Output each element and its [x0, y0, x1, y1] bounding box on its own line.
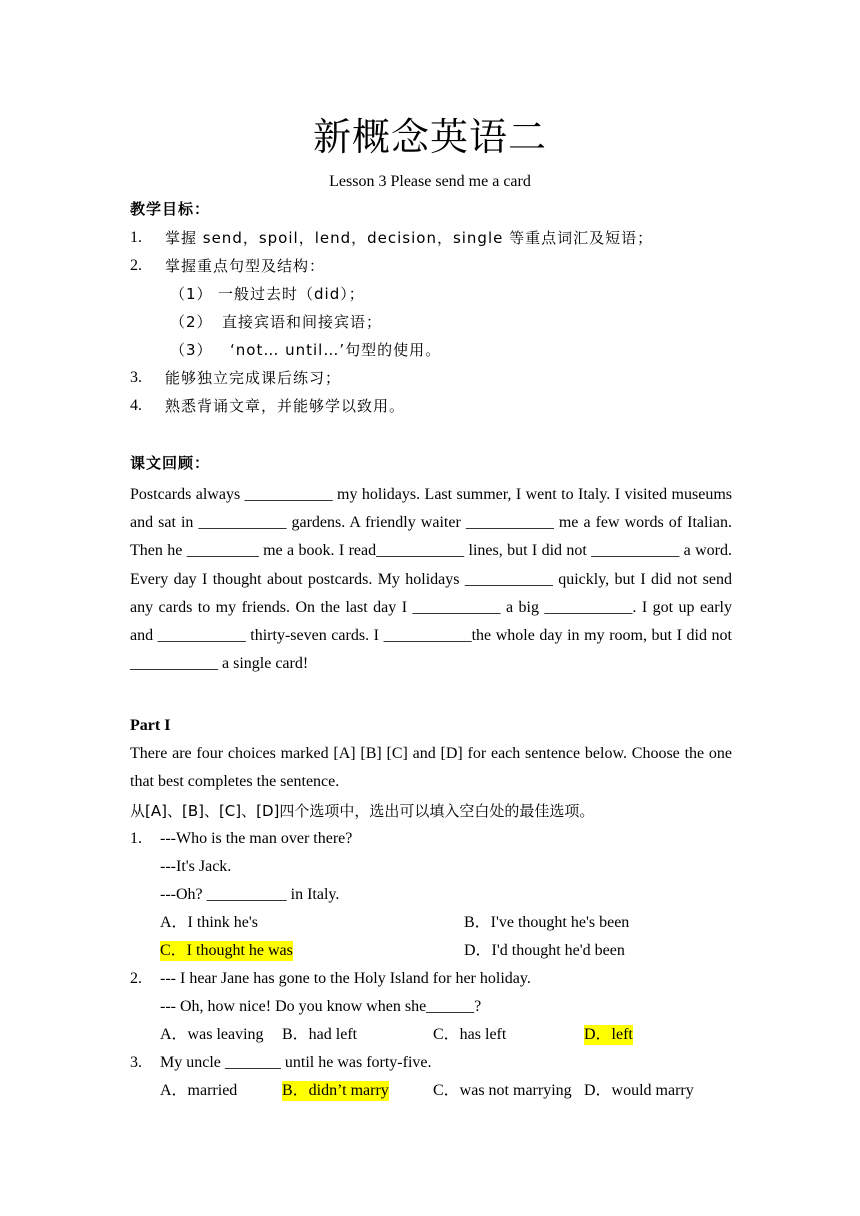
part1-instructions: There are four choices marked [A] [B] [C] and [D] for each sentence below. Choose the one that best completes the sentence.: [130, 745, 732, 791]
objective-number: 4.: [130, 397, 142, 414]
review-passage: Postcards always ___________ my holidays. Last summer, I went to Italy. I visited museums and sat in ___________ gardens. A friendly waiter ___________ me a few words of Italian. Then he _________ me a book. I read___________ lines, but I did not ___________ a word. Every day I thought about postcards. My holidays ___________ quickly, but I did not send any cards to my friends. On the last day I ___________ a big ___________. I got up early and ___________ thirty-seven cards. I ___________the whole day in my room, but I did not ___________ a single card!: [130, 486, 732, 673]
option-b-answer: B．didn’t marry: [282, 1082, 389, 1099]
sub-objective-text: ‘not… until…’句型的使用。: [230, 341, 442, 359]
option-a: A．I think he's: [160, 914, 258, 931]
option-a: A．was leaving: [160, 1026, 264, 1043]
sub-objective-number: （2）: [170, 313, 213, 331]
option-c: C．was not marrying: [433, 1082, 572, 1099]
option-a: A．married: [160, 1082, 238, 1099]
option-d: D．I'd thought he'd been: [464, 942, 625, 959]
sub-objective-number: （3）: [170, 341, 213, 359]
objective-number: 3.: [130, 369, 142, 386]
option-d-answer: D．left: [584, 1026, 633, 1043]
option-b: B．had left: [282, 1026, 358, 1043]
objective-text: 熟悉背诵文章，并能够学以致用。: [165, 397, 406, 415]
question-line: --- Oh, how nice! Do you know when she______?: [160, 998, 482, 1015]
question-number: 3.: [130, 1054, 142, 1071]
question-line: ---It's Jack.: [160, 858, 232, 875]
question-line: My uncle _______ until he was forty-five.: [160, 1054, 432, 1071]
document-title: 新概念英语二: [312, 115, 547, 159]
question-line: ---Who is the man over there?: [160, 830, 353, 847]
objective-text: 掌握 send，spoil，lend，decision，single 等重点词汇及短语；: [165, 229, 654, 247]
sub-objective-number: （1）: [170, 285, 213, 303]
sub-objective-text: 一般过去时（did）；: [218, 285, 365, 303]
part1-instructions-cn: 从[A]、[B]、[C]、[D]四个选项中，选出可以填入空白处的最佳选项。: [130, 802, 595, 820]
option-c: C．has left: [433, 1026, 507, 1043]
objective-number: 1.: [130, 229, 142, 246]
option-b: B．I've thought he's been: [464, 914, 630, 931]
option-d: D．would marry: [584, 1082, 694, 1099]
objective-text: 掌握重点句型及结构：: [165, 257, 326, 275]
question-line: --- I hear Jane has gone to the Holy Island for her holiday.: [160, 970, 531, 987]
objectives-heading: 教学目标：: [130, 200, 211, 218]
objective-text: 能够独立完成课后练习；: [165, 369, 342, 387]
question-number: 1.: [130, 830, 142, 847]
option-c-answer: C．I thought he was: [160, 942, 293, 959]
part1-heading: Part I: [130, 717, 171, 734]
review-heading: 课文回顾：: [130, 454, 211, 472]
question-line: ---Oh? __________ in Italy.: [160, 886, 340, 903]
sub-objective-text: 直接宾语和间接宾语；: [222, 313, 383, 331]
objective-number: 2.: [130, 257, 142, 274]
question-number: 2.: [130, 970, 142, 987]
lesson-subtitle: Lesson 3 Please send me a card: [329, 173, 531, 190]
